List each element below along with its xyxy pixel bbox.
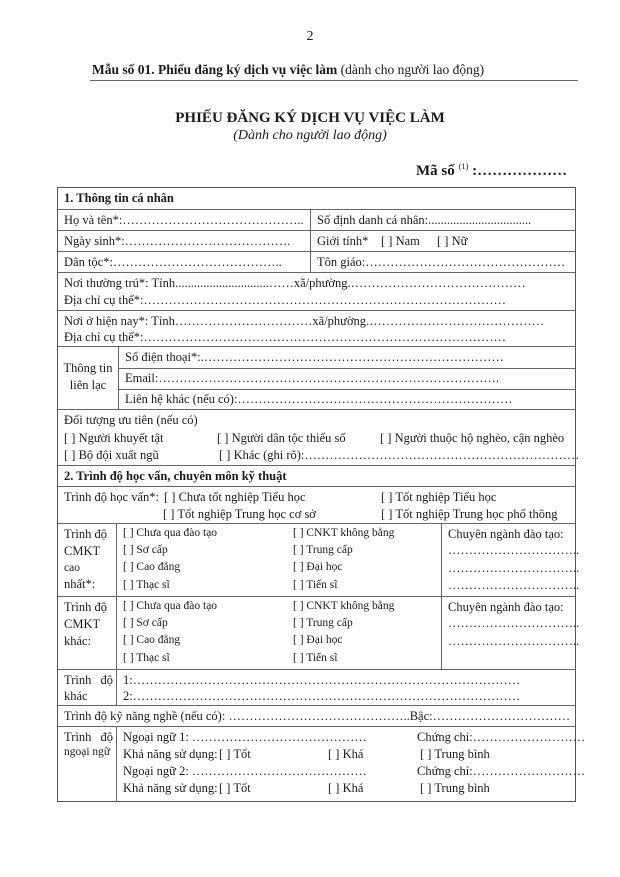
edu-not-primary-checkbox[interactable]: [ ] Chưa tốt nghiệp Tiểu học	[164, 490, 306, 504]
language-1-field[interactable]: Ngoại ngữ 1: ……………………………………	[123, 730, 367, 744]
form-code	[92, 62, 484, 78]
personal-id-field[interactable]: Số định danh cá nhân:.................................	[317, 213, 532, 227]
document-title: PHIẾU ĐĂNG KÝ DỊCH VỤ VIỆC LÀM	[175, 110, 445, 126]
highest-untrained-checkbox[interactable]: [ ] Chưa qua đào tạo	[123, 527, 218, 539]
section-2-header	[58, 465, 575, 486]
priority-other-field[interactable]: [ ] Khác (ghi rõ):…………………………………………………………	[219, 448, 580, 462]
form-number-footnote: (1)	[458, 161, 469, 171]
language-1-certificate-field[interactable]: Chứng chỉ:………………………	[417, 730, 586, 744]
language-label-2: ngoại ngữ	[64, 746, 111, 758]
current-residence-field[interactable]: Nơi ở hiện nay*: Tỉnh……………………………xã/phường.……………………………………	[64, 314, 545, 328]
highest-cmkt-label-1: Trình độ	[64, 527, 107, 541]
contact-label-cell	[58, 347, 118, 409]
permanent-address-field[interactable]: Địa chỉ cụ thể*:……………………………………………………………………………	[64, 293, 506, 307]
edu-upper-secondary-checkbox[interactable]: [ ] Tốt nghiệp Trung học phổ thông	[381, 507, 558, 521]
language-2-field[interactable]: Ngoại ngữ 2: ……………………………………	[123, 764, 367, 778]
contact-label-line-2: liên lạc	[69, 378, 107, 392]
row-priority	[58, 409, 580, 465]
permanent-residence-field[interactable]: Nơi thường trú*: Tỉnh..............................……xã/phường.……………………………………	[64, 276, 526, 290]
priority-disabled-checkbox[interactable]: [ ] Người khuyết tật	[64, 431, 164, 445]
other-contact-field[interactable]: Liên hệ khác (nếu có):…………………………………………………………	[125, 392, 513, 406]
other-master-checkbox[interactable]: [ ] Thạc sĩ	[123, 652, 170, 664]
other-level-field-2[interactable]: 2:…………………………………………………………………………………	[123, 689, 521, 703]
highest-major-field-2[interactable]: …………………………..	[448, 561, 580, 575]
other-major-field-2[interactable]: …………………………..	[448, 634, 580, 648]
dob-field[interactable]: Ngày sinh*:………………………………….	[64, 234, 291, 248]
gender-label: Giới tính*	[317, 234, 369, 248]
religion-field[interactable]: Tôn giáo:…………………………………………	[317, 255, 566, 269]
row-permanent-residence	[58, 272, 575, 310]
language-label-1: Trình độ	[64, 730, 113, 744]
page-number: 2	[306, 29, 314, 44]
section-1-title: 1. Thông tin cá nhân	[64, 191, 174, 205]
form-number	[416, 161, 567, 180]
highest-cmkt-label-cell	[58, 524, 116, 596]
other-level-label-2: khác	[64, 689, 88, 703]
row-other-level	[58, 669, 575, 705]
other-untrained-checkbox[interactable]: [ ] Chưa qua đào tạo	[123, 600, 218, 612]
language-1-fair-checkbox[interactable]: [ ] Khá	[328, 747, 364, 761]
education-label: Trình độ học vấn*:	[64, 490, 160, 504]
row-vocational-skill	[58, 705, 575, 726]
language-2-ability-label: Khả năng sử dụng:	[123, 781, 218, 795]
row-dob-gender	[58, 230, 575, 251]
ethnicity-field[interactable]: Dân tộc*:…………………………………..	[64, 255, 282, 269]
form-code-note: (dành cho người lao động)	[337, 62, 485, 77]
registration-form-table	[57, 187, 586, 802]
highest-doctorate-checkbox[interactable]: [ ] Tiến sĩ	[293, 579, 338, 591]
edu-lower-secondary-checkbox[interactable]: [ ] Tốt nghiệp Trung học cơ sở	[163, 507, 316, 521]
form-number-field[interactable]: :………………	[468, 163, 568, 179]
highest-elementary-checkbox[interactable]: [ ] Sơ cấp	[123, 544, 168, 556]
section-1-header	[58, 188, 575, 209]
row-current-residence	[58, 310, 575, 346]
other-university-checkbox[interactable]: [ ] Đại học	[293, 634, 343, 646]
other-cmkt-label-1: Trình độ	[64, 600, 107, 614]
form-number-label: Mã số	[416, 163, 455, 179]
row-education	[58, 486, 575, 523]
section-2-title: 2. Trình độ học vấn, chuyên môn kỹ thuật	[64, 469, 287, 483]
vocational-skill-field[interactable]: Trình độ kỹ năng nghề (nếu có): ……………………………………..Bậc:……………………………	[64, 709, 571, 723]
language-1-average-checkbox[interactable]: [ ] Trung bình	[420, 747, 490, 761]
other-college-checkbox[interactable]: [ ] Cao đẳng	[123, 634, 181, 646]
highest-major-field-1[interactable]: …………………………..	[448, 543, 580, 557]
form-code-bold: Mẫu số 01. Phiếu đăng ký dịch vụ việc làm	[92, 62, 338, 77]
row-ethnicity-religion	[58, 251, 575, 272]
other-uncertified-checkbox[interactable]: [ ] CNKT không bằng	[293, 600, 395, 612]
row-highest-cmkt	[58, 523, 580, 596]
priority-poor-household-checkbox[interactable]: [ ] Người thuộc hộ nghèo, cận nghèo	[380, 431, 565, 445]
gender-male-checkbox[interactable]: [ ] Nam	[381, 234, 420, 248]
highest-uncertified-checkbox[interactable]: [ ] CNKT không bằng	[293, 527, 395, 539]
priority-veteran-checkbox[interactable]: [ ] Bộ đội xuất ngũ	[64, 448, 159, 462]
highest-university-checkbox[interactable]: [ ] Đại học	[293, 561, 343, 573]
highest-major-field-3[interactable]: …………………………..	[448, 578, 580, 592]
other-cmkt-label-2: CMKT	[64, 617, 101, 631]
current-address-field[interactable]: Địa chỉ cụ thể*:……………………………………………………………………………	[64, 330, 506, 344]
language-2-average-checkbox[interactable]: [ ] Trung bình	[420, 781, 490, 795]
highest-master-checkbox[interactable]: [ ] Thạc sĩ	[123, 579, 170, 591]
language-2-good-checkbox[interactable]: [ ] Tốt	[219, 781, 251, 795]
row-foreign-language	[58, 726, 586, 801]
other-elementary-checkbox[interactable]: [ ] Sơ cấp	[123, 617, 168, 629]
highest-cmkt-label-3: cao	[64, 562, 80, 574]
other-level-label-cell	[58, 670, 116, 705]
document-subtitle: (Dành cho người lao động)	[233, 128, 387, 143]
language-1-good-checkbox[interactable]: [ ] Tốt	[219, 747, 251, 761]
email-field[interactable]: Email:……………………………………………………………………….	[125, 371, 499, 385]
full-name-field[interactable]: Họ và tên*:……………………………………..	[64, 213, 304, 227]
highest-intermediate-checkbox[interactable]: [ ] Trung cấp	[293, 544, 353, 556]
row-name-id	[58, 209, 575, 230]
language-1-ability-label: Khả năng sử dụng:	[123, 747, 218, 761]
row-contact-info	[58, 346, 575, 409]
phone-field[interactable]: Số điện thoại*:.………………………………………………………………	[125, 350, 504, 364]
header-divider	[90, 80, 578, 81]
other-intermediate-checkbox[interactable]: [ ] Trung cấp	[293, 617, 353, 629]
highest-college-checkbox[interactable]: [ ] Cao đẳng	[123, 561, 181, 573]
priority-ethnic-minority-checkbox[interactable]: [ ] Người dân tộc thiểu số	[217, 431, 346, 445]
language-2-fair-checkbox[interactable]: [ ] Khá	[328, 781, 364, 795]
other-doctorate-checkbox[interactable]: [ ] Tiến sĩ	[293, 652, 338, 664]
language-2-certificate-field[interactable]: Chứng chỉ:………………………	[417, 764, 586, 778]
other-major-label: Chuyên ngành đào tạo:	[448, 600, 564, 614]
priority-title: Đối tượng ưu tiên (nếu có)	[64, 413, 198, 427]
highest-cmkt-label-4: nhất*:	[64, 577, 96, 591]
edu-primary-checkbox[interactable]: [ ] Tốt nghiệp Tiểu học	[381, 490, 497, 504]
other-level-field-1[interactable]: 1:…………………………………………………………………………………	[123, 673, 521, 687]
other-cmkt-label-cell	[58, 597, 116, 669]
row-other-cmkt	[58, 596, 580, 669]
other-cmkt-label-3: khác:	[64, 634, 92, 648]
highest-cmkt-label-2: CMKT	[64, 544, 101, 558]
highest-major-label: Chuyên ngành đào tạo:	[448, 527, 564, 541]
other-major-field-1[interactable]: …………………………..	[448, 616, 580, 630]
other-level-label-1: Trình độ	[64, 673, 113, 687]
gender-female-checkbox[interactable]: [ ] Nữ	[437, 234, 468, 248]
language-label-cell	[58, 727, 116, 801]
contact-label-line-1: Thông tin	[63, 361, 113, 375]
